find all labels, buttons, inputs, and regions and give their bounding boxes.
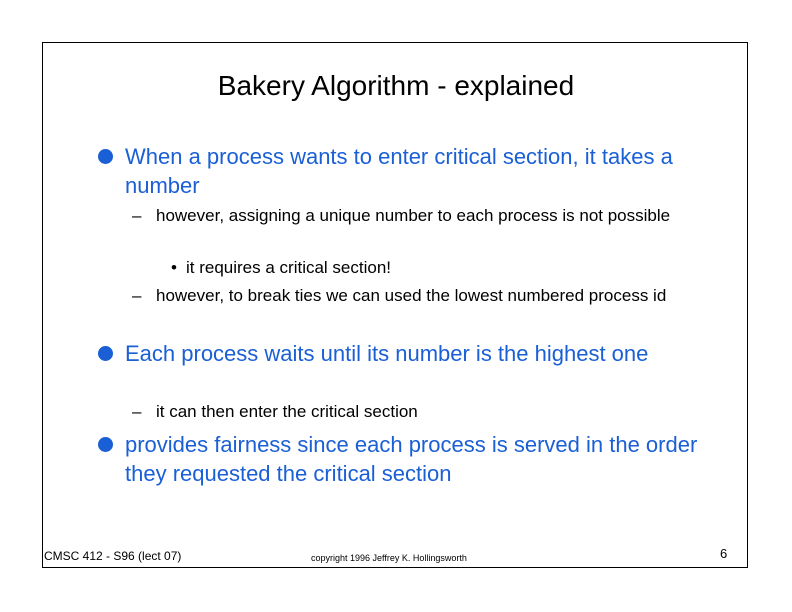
- bullet-1-sub-2: [132, 284, 696, 307]
- bullet-dot-icon: [98, 437, 113, 452]
- bullet-2-sub-1-text: it can then enter the critical section: [156, 402, 418, 421]
- page-number: 6: [720, 546, 728, 561]
- bullet-1-sub-2-text: however, to break ties we can used the lowest numbered process id: [156, 286, 667, 305]
- bullet-2: [125, 339, 705, 368]
- bullet-3-text: provides fairness since each process is served in the order they requested the critical section: [125, 432, 698, 486]
- slide-title: Bakery Algorithm - explained: [217, 70, 575, 101]
- bullet-1-sub-1-sub-1-text: it requires a critical section!: [186, 258, 392, 277]
- bullet-1-sub-1: [132, 204, 696, 227]
- dash-bullet-icon: –: [132, 206, 142, 225]
- bullet-1-sub-1-sub-1: [171, 256, 666, 279]
- bullet-3: [125, 430, 705, 488]
- bullet-2-sub-1: [132, 400, 696, 423]
- bullet-dot-icon: [98, 346, 113, 361]
- bullet-dot-icon: [98, 149, 113, 164]
- footer-copyright: copyright 1996 Jeffrey K. Hollingsworth: [311, 553, 467, 563]
- dash-bullet-icon: –: [132, 286, 142, 305]
- dash-bullet-icon: –: [132, 402, 142, 421]
- bullet-1: [125, 142, 705, 200]
- bullet-2-text: Each process waits until its number is the highest one: [125, 341, 649, 366]
- bullet-1-text: When a process wants to enter critical section, it takes a number: [125, 144, 673, 198]
- footer-course: CMSC 412 - S96 (lect 07): [44, 549, 182, 563]
- bullet-1-sub-1-text: however, assigning a unique number to each process is not possible: [156, 206, 671, 225]
- small-bullet-icon: •: [171, 258, 177, 277]
